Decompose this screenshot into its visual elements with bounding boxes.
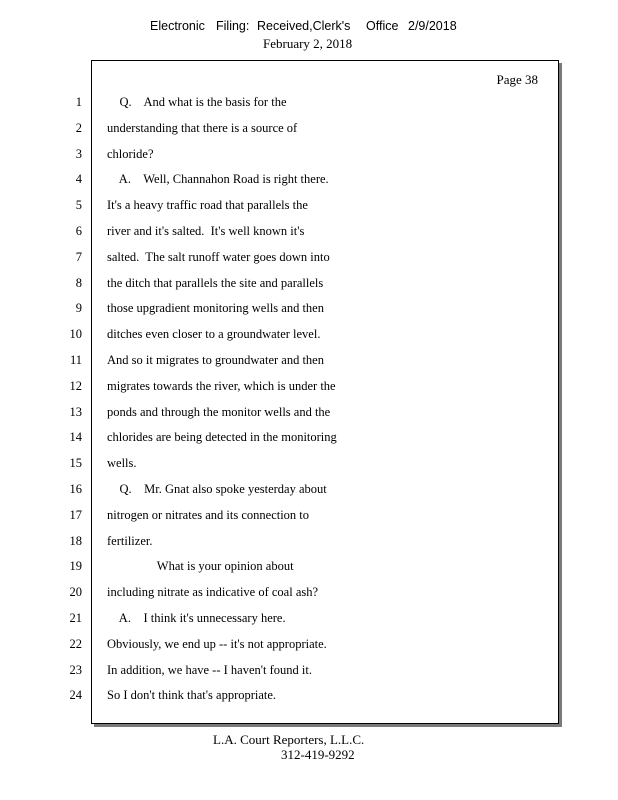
line-number: 22 [69, 637, 82, 651]
line-number: 4 [75, 172, 82, 186]
reporter-phone: 312-419-9292 [281, 747, 355, 762]
line-number: 19 [69, 559, 82, 573]
line-text: And so it migrates to groundwater and then [107, 353, 324, 367]
line-number: 18 [69, 534, 82, 548]
line-text: wells. [107, 456, 137, 470]
line-number: 14 [69, 430, 82, 444]
line-text: So I don't think that's appropriate. [107, 688, 277, 702]
line-number: 6 [75, 224, 82, 238]
stamp-received: Received,Clerk's [257, 19, 351, 33]
line-text: salted. The salt runoff water goes down into [107, 250, 330, 264]
line-text: river and it's salted. It's well known it's [107, 224, 305, 238]
stamp-electronic: Electronic [150, 19, 205, 33]
line-number: 12 [69, 379, 82, 393]
line-text: ditches even closer to a groundwater level. [107, 327, 321, 341]
line-number: 7 [75, 250, 82, 264]
line-number: 8 [75, 276, 82, 290]
line-number: 20 [69, 585, 82, 599]
filing-stamp [0, 19, 618, 59]
line-text: What is your opinion about [107, 559, 294, 573]
line-text: fertilizer. [107, 534, 153, 548]
line-text: chlorides are being detected in the monitoring [107, 430, 337, 444]
line-number: 2 [75, 121, 82, 135]
reporter-company: L.A. Court Reporters, L.L.C. [213, 732, 365, 747]
line-text: those upgradient monitoring wells and then [107, 301, 324, 315]
line-text: including nitrate as indicative of coal ash? [107, 585, 319, 599]
line-number: 11 [69, 353, 82, 367]
line-text: Q. And what is the basis for the [107, 95, 287, 109]
page-number: Page 38 [496, 72, 538, 87]
line-number: 15 [69, 456, 82, 470]
line-number: 21 [69, 611, 82, 625]
line-text: A. Well, Channahon Road is right there. [107, 172, 329, 186]
line-number: 17 [69, 508, 82, 522]
line-text: chloride? [107, 147, 154, 161]
line-text: nitrogen or nitrates and its connection to [107, 508, 310, 522]
line-text: understanding that there is a source of [107, 121, 298, 135]
stamp-date: 2/9/2018 [408, 19, 457, 33]
line-text: It's a heavy traffic road that parallels the [107, 198, 308, 212]
line-number: 1 [75, 95, 82, 109]
line-text: ponds and through the monitor wells and the [107, 405, 331, 419]
line-number: 10 [69, 327, 82, 341]
line-number: 16 [69, 482, 82, 496]
line-number: 3 [75, 147, 82, 161]
line-text: A. I think it's unnecessary here. [107, 611, 286, 625]
line-text: Q. Mr. Gnat also spoke yesterday about [107, 482, 327, 496]
line-number: 23 [69, 663, 82, 677]
line-number: 5 [75, 198, 82, 212]
line-text: Obviously, we end up -- it's not appropriate. [107, 637, 327, 651]
line-text: the ditch that parallels the site and parallels [107, 276, 324, 290]
line-number: 13 [69, 405, 82, 419]
line-text: migrates towards the river, which is under the [107, 379, 336, 393]
line-number: 24 [69, 688, 82, 702]
line-number: 9 [75, 301, 82, 315]
stamp-filing: Filing: [216, 19, 250, 33]
line-text: In addition, we have -- I haven't found it. [107, 663, 312, 677]
transcript-date: February 2, 2018 [263, 36, 353, 51]
stamp-office: Office [366, 19, 399, 33]
